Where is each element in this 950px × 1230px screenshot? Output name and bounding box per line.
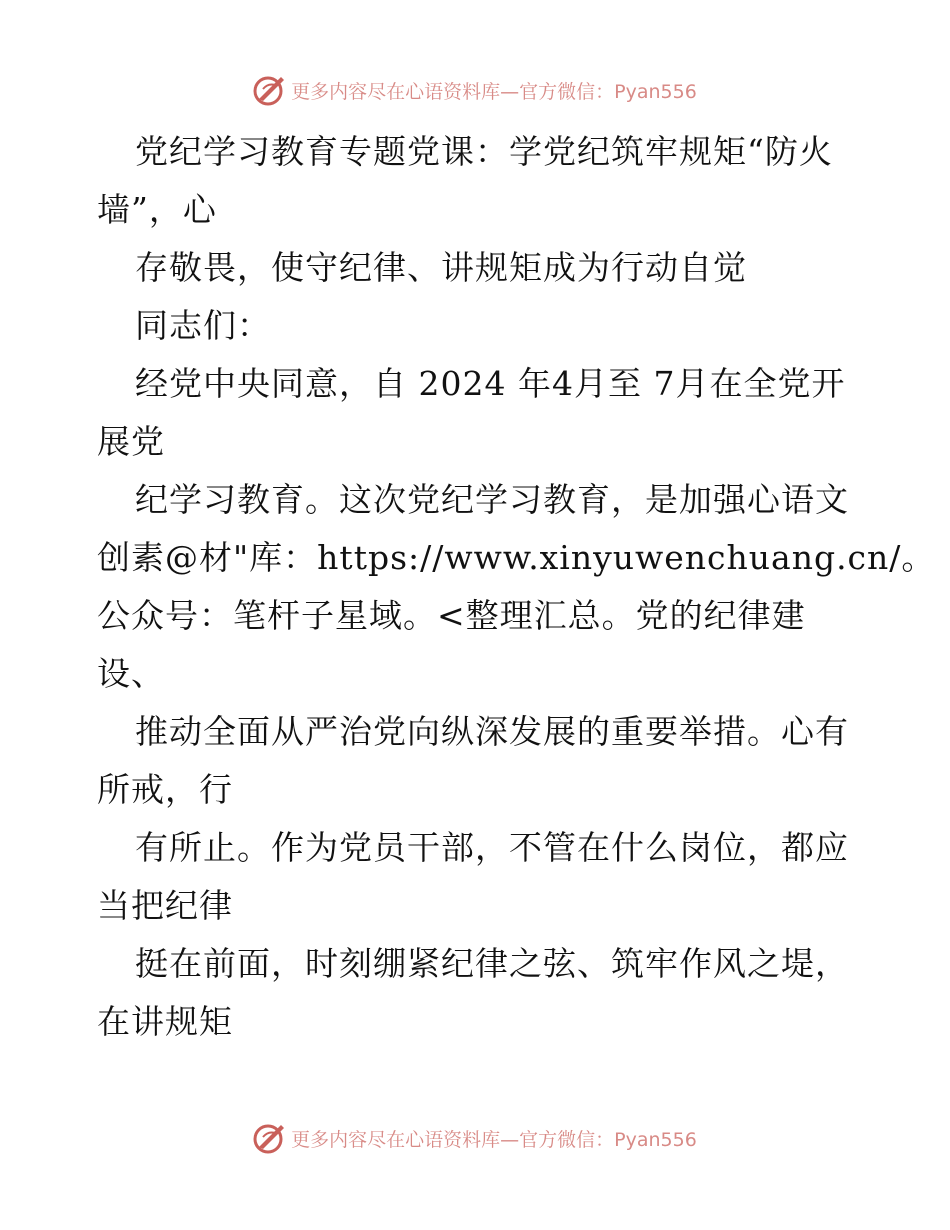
text-line: 当把纪律 [97,886,233,925]
watermark-text: 更多内容尽在心语资料库—官方微信：Pyan556 [291,1128,697,1151]
document-body [97,123,936,1051]
footer-watermark [0,1118,950,1158]
text-line: 设、 [97,654,165,693]
text-line: 所戒，行 [97,770,233,809]
text-line: 纪学习教育。这次党纪学习教育，是加强心语文 [135,480,849,519]
quill-logo-icon [253,1121,287,1155]
header-watermark [0,70,950,110]
text-line: 党纪学习教育专题党课：学党纪筑牢规矩“防火 [135,132,833,171]
text-line: 公众号：笔杆子星域。<整理汇总。党的纪律建 [97,596,806,635]
text-line: 在讲规矩 [97,1002,233,1041]
text-line: 存敬畏，使守纪律、讲规矩成为行动自觉 [135,248,747,287]
text-line: 墙”，心 [97,190,217,229]
quill-logo-icon [253,73,287,107]
text-line: 有所止。作为党员干部，不管在什么岗位，都应 [135,828,849,867]
text-line: 创素@材"库：https://www.xinyuwenchuang.cn/。 [97,538,936,577]
text-line: 推动全面从严治党向纵深发展的重要举措。心有 [135,712,849,751]
text-line: 经党中央同意，自 2024 年4月至 7月在全党开 [135,364,846,403]
text-line: 展党 [97,422,165,461]
text-line: 同志们： [135,306,271,345]
watermark-text: 更多内容尽在心语资料库—官方微信：Pyan556 [291,80,697,103]
text-line: 挺在前面，时刻绷紧纪律之弦、筑牢作风之堤， [135,944,849,983]
